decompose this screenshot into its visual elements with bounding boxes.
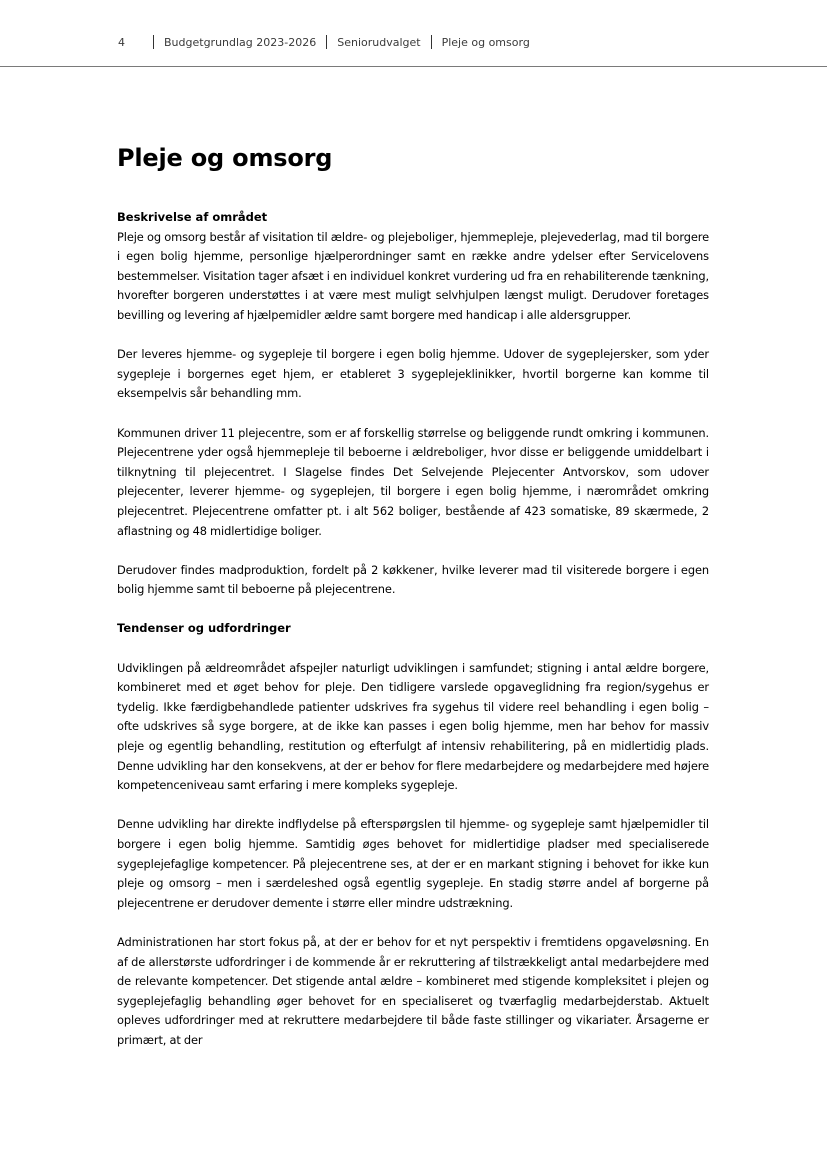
header-divider	[153, 35, 154, 49]
page-number: 4	[118, 35, 125, 49]
header-document-title: Budgetgrundlag 2023-2026	[164, 35, 317, 49]
page-header	[0, 0, 827, 67]
header-section: Pleje og omsorg	[441, 35, 530, 49]
paragraph: Pleje og omsorg består af visitation til ældre- og plejeboliger, hjemmepleje, plejevederlag, mad til borgere i egen bolig hjemme, personlige hjælperordninger samt en række andre ydelser efter Servicelovens bestemmelser. Visitation tager afsæt i en individuel konkret vurdering ud fra en rehabiliterende tænkning, hvorefter borgeren understøttes i at være mest muligt selvhjulpen længst muligt. Derudover foretages bevilling og levering af hjælpemidler ældre samt borgere med handicap i alle aldersgrupper.	[117, 229, 709, 322]
header-committee: Seniorudvalget	[337, 35, 421, 49]
section-heading-description: Beskrivelse af området	[117, 210, 268, 224]
paragraph: Derudover findes madproduktion, fordelt på 2 køkkener, hvilke leverer mad til visiterede borgere i egen bolig hjemme samt til beboerne på plejecentrene.	[117, 562, 709, 597]
paragraph: Denne udvikling har direkte indflydelse på efterspørgslen til hjemme- og sygepleje samt hjælpemidler til borgere i egen bolig hjemme. Samtidig øges behovet for midlertidige pladser med specialiserede sygeplejefaglige kompetencer. På plejecentrene ses, at der er en markant stigning i behovet for ikke kun pleje og omsorg – men i særdeleshed også egentlig sygepleje. En stadig større andel af borgerne på plejecentrene er derudover demente i større eller mindre udstrækning.	[117, 817, 709, 910]
header-divider	[431, 35, 432, 49]
paragraph: Udviklingen på ældreområdet afspejler naturligt udviklingen i samfundet; stigning i antal ældre borgere, kombineret med et øget behov for pleje. Den tidligere varslede opgaveglidning fra region/sygehus er tydelig. Ikke færdigbehandlede patienter udskrives fra sygehus til videre reel behandling i egen bolig – ofte udskrives så syge borgere, at de ikke kan passes i egen bolig hjemme, men har behov for massiv pleje og egentlig behandling, restitution og efterfulgt af intensiv rehabilitering, på en midlertidig plads. Denne udvikling har den konsekvens, at der er behov for flere medarbejdere og medarbejdere med højere kompetenceniveau samt erfaring i mere kompleks sygepleje.	[117, 660, 709, 793]
paragraph: Administrationen har stort fokus på, at der er behov for et nyt perspektiv i fremtidens opgaveløsning. En af de allerstørste udfordringer i de kommende år er rekruttering af tilstrækkeligt antal medarbejdere med de relevante kompetencer. Det stigende antal ældre – kombineret med stigende kompleksitet i plejen og sygeplejefaglig behandling øger behovet for en specialiseret og tværfaglig medarbejderstab. Aktuelt opleves udfordringer med at rekruttere medarbejdere til både faste stillinger og vikariater. Årsagerne er primært, at der	[117, 934, 709, 1047]
paragraph: Kommunen driver 11 plejecentre, som er af forskellig størrelse og beliggende rundt omkring i kommunen. Plejecentrene yder også hjemmepleje til beboerne i ældreboliger, hvor disse er beliggende umiddelbart i tilknytning til plejecentret. I Slagelse findes Det Selvejende Plejecenter Antvorskov, som udover plejecenter, leverer hjemme- og sygeplejen, til borgere i egen bolig hjemme, i nærområdet omkring plejecentret. Plejecentrene omfatter pt. i alt 562 boliger, bestående af 423 somatiske, 89 skærmede, 2 aflastning og 48 midlertidige boliger.	[117, 425, 709, 538]
running-header	[118, 35, 530, 49]
page-content	[117, 140, 709, 1051]
header-divider	[326, 35, 327, 49]
page-title: Pleje og omsorg	[117, 144, 333, 172]
section-heading-trends: Tendenser og udfordringer	[117, 621, 291, 636]
paragraph: Der leveres hjemme- og sygepleje til borgere i egen bolig hjemme. Udover de sygeplejersker, som yder sygepleje i borgernes eget hjem, er etableret 3 sygeplejeklinikker, hvortil borgerne kan komme til eksempelvis sår behandling mm.	[117, 347, 709, 401]
